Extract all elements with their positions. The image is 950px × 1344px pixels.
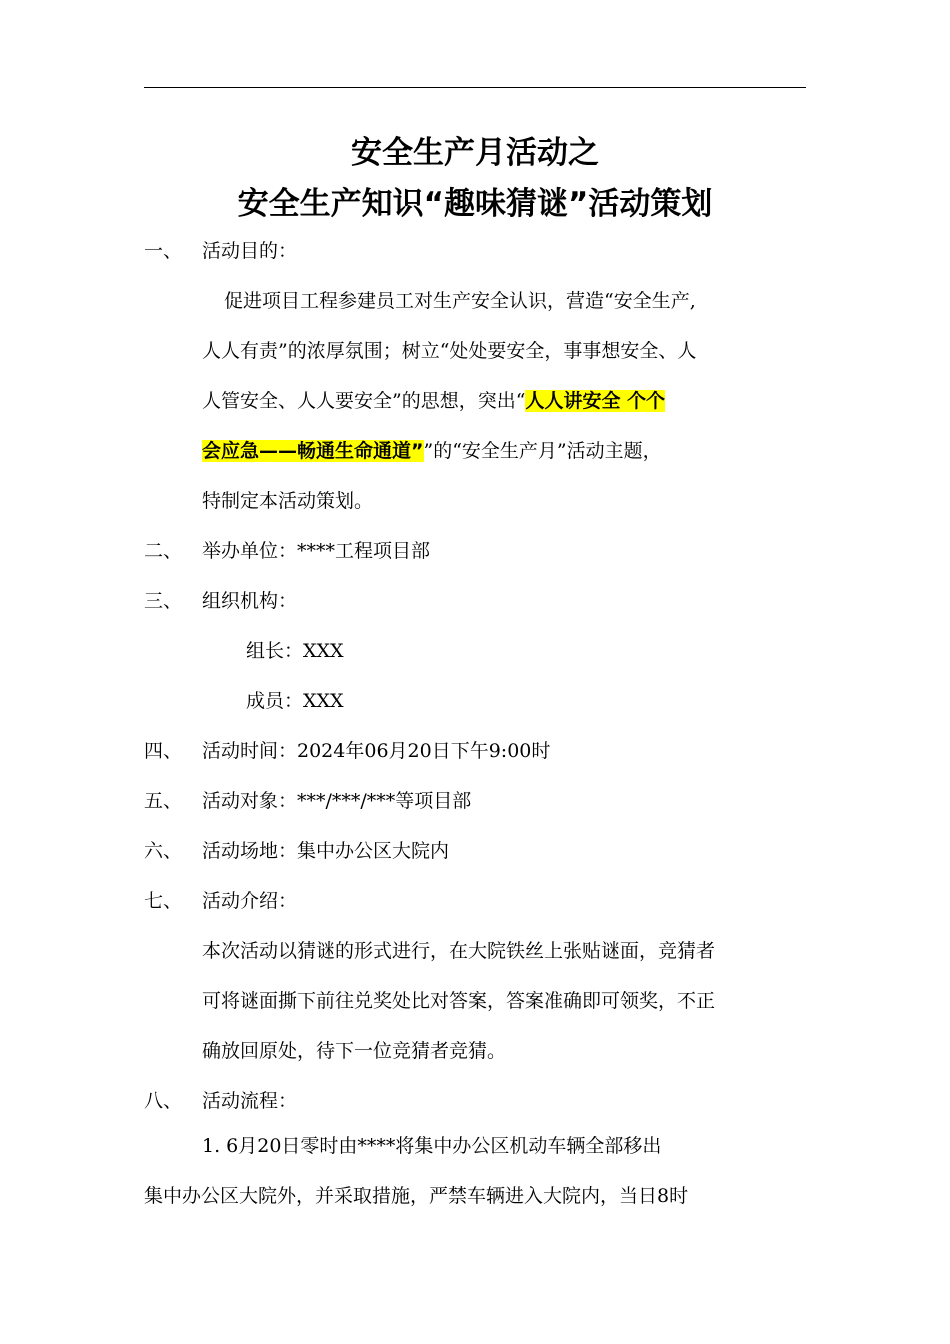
section-1-body-line5: 特制定本活动策划。 xyxy=(202,490,374,512)
section-1-body-line2: 人人有责”的浓厚氛围；树立“处处要安全，事事想安全、人 xyxy=(202,340,697,362)
doc-title-line2: 安全生产知识“趣味猜谜”活动策划 xyxy=(237,186,713,222)
section-7-number: 七、 xyxy=(144,890,183,912)
section-3-label: 组织机构： xyxy=(202,590,298,612)
section-7-body-line1: 本次活动以猜谜的形式进行，在大院铁丝上张贴谜面，竞猜者 xyxy=(202,940,716,962)
section-7-body-line3: 确放回原处，待下一位竞猜者竞猜。 xyxy=(202,1040,507,1062)
org-members: 成员：XXX xyxy=(246,690,344,712)
org-leader: 组长：XXX xyxy=(246,640,344,662)
section-6-number: 六、 xyxy=(144,840,183,862)
section-8-label: 活动流程： xyxy=(202,1090,298,1112)
section-8-body-line1: 1. 6月20日零时由****将集中办公区机动车辆全部移出 xyxy=(202,1135,662,1157)
doc-title-line1: 安全生产月活动之 xyxy=(351,135,599,171)
section-8-body-line2: 集中办公区大院外，并采取措施，严禁车辆进入大院内，当日8时 xyxy=(144,1185,689,1207)
section-5-label: 活动对象：***/***/***等项目部 xyxy=(202,790,472,812)
section-1-body-line1: 促进项目工程参建员工对生产安全认识，营造“安全生产, xyxy=(224,290,696,312)
section-7-label: 活动介绍： xyxy=(202,890,298,912)
section-5-number: 五、 xyxy=(144,790,183,812)
body-text: ”的“安全生产月”活动主题， xyxy=(423,440,662,462)
body-text: 人管安全、人人要安全”的思想，突出“ xyxy=(202,390,526,412)
section-8-number: 八、 xyxy=(144,1090,183,1112)
section-2-label: 举办单位：****工程项目部 xyxy=(202,540,431,562)
section-1-body-line3 xyxy=(202,387,806,415)
section-1-number: 一、 xyxy=(144,240,183,262)
section-1-label: 活动目的： xyxy=(202,240,298,262)
theme-highlight-part1: 人人讲安全 个个 xyxy=(525,390,666,412)
section-3-number: 三、 xyxy=(144,590,183,612)
section-1-body-line4 xyxy=(202,437,806,465)
theme-highlight-part2: 会应急——畅通生命通道” xyxy=(202,440,424,462)
header-rule xyxy=(144,87,806,88)
section-7-body-line2: 可将谜面撕下前往兑奖处比对答案，答案准确即可领奖，不正 xyxy=(202,990,716,1012)
section-4-label: 活动时间：2024年06月20日下午9:00时 xyxy=(202,740,551,762)
section-6-label: 活动场地：集中办公区大院内 xyxy=(202,840,450,862)
section-2-number: 二、 xyxy=(144,540,183,562)
section-4-number: 四、 xyxy=(144,740,183,762)
